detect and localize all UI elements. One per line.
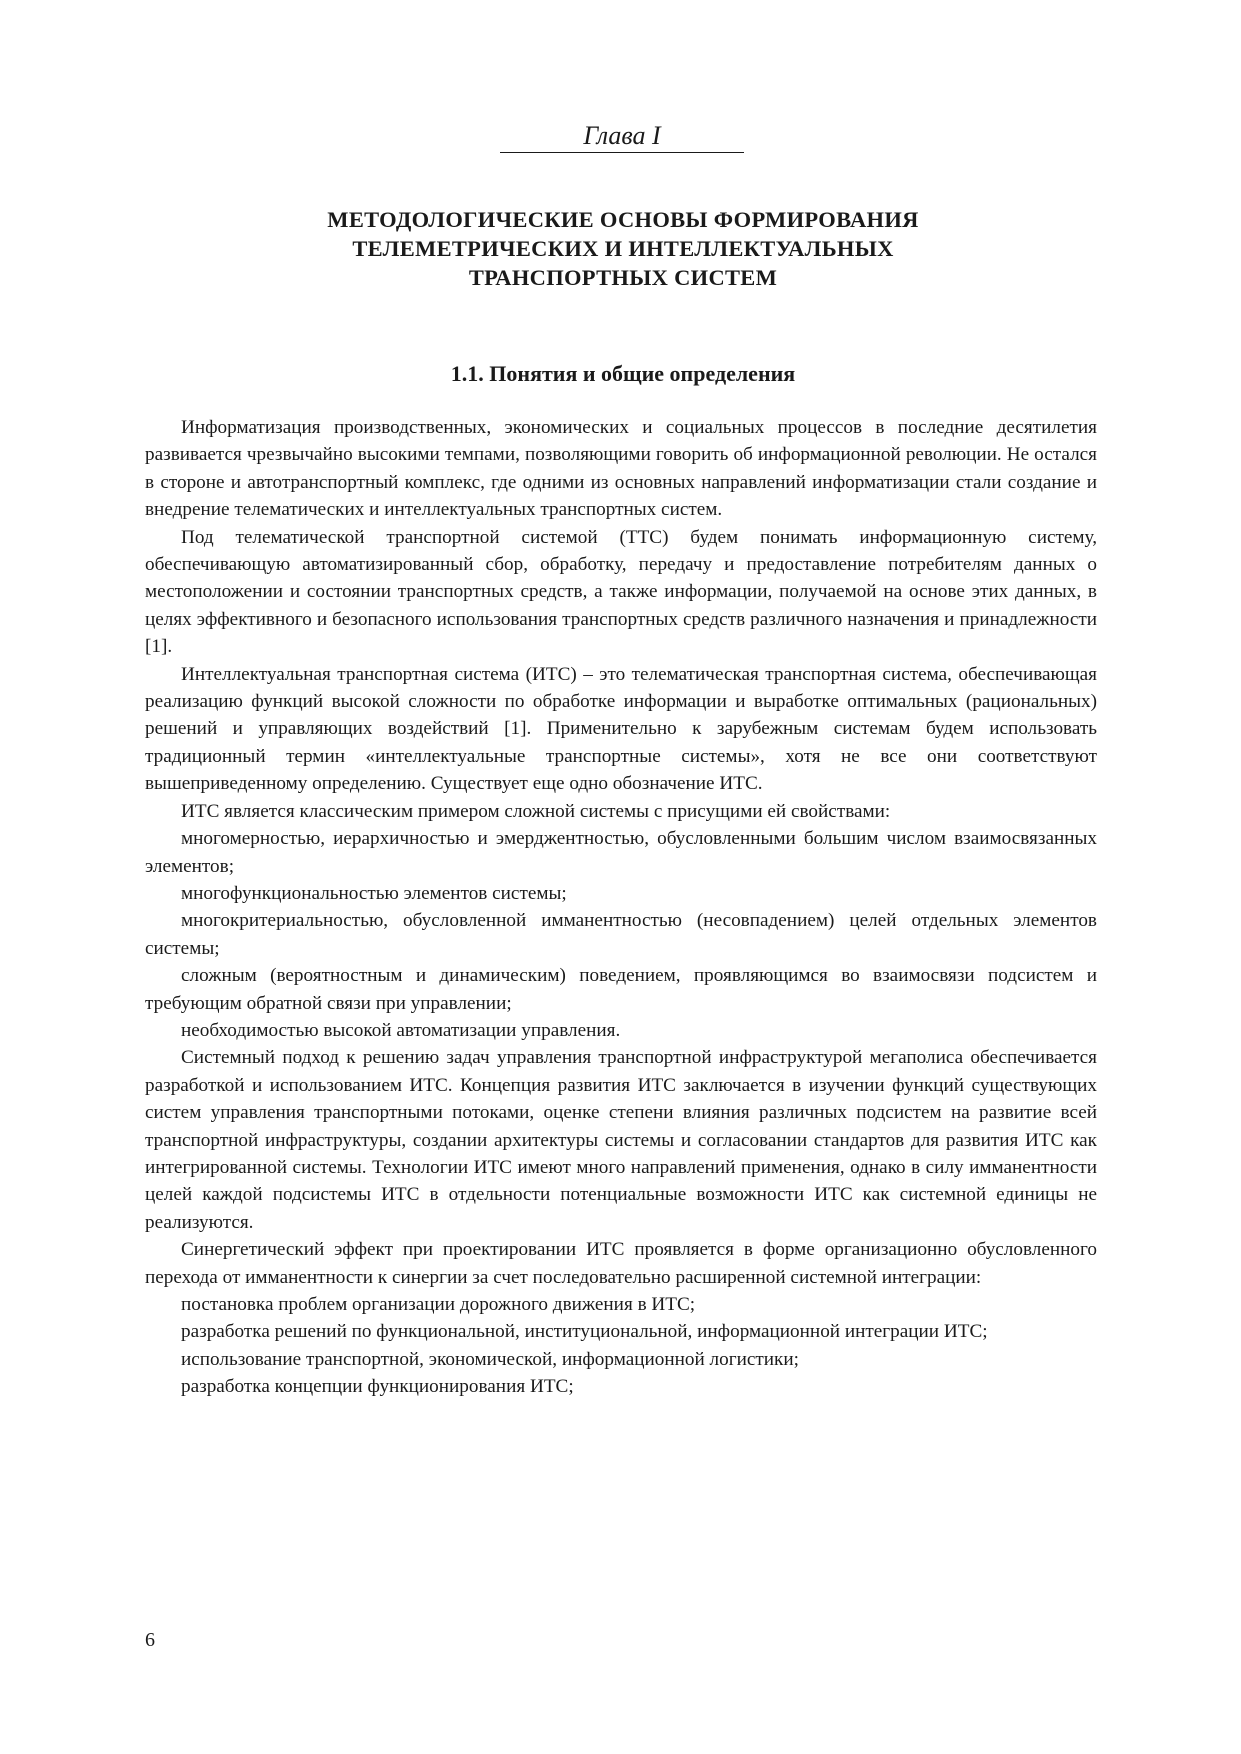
paragraph: Информатизация производственных, экономических и социальных процессов в последние десятилетия развивается чрезвычайно высокими темпами, позволяющими говорить об информационной революции. Не остался в стороне и автотранспортный комплекс, где одними из основных направлений информатизации стали создание и внедрение телематических и интеллектуальных транспортных систем.	[145, 417, 1097, 521]
list-item: необходимостью высокой автоматизации управления.	[181, 1019, 621, 1041]
chapter-title-line: МЕТОДОЛОГИЧЕСКИЕ ОСНОВЫ ФОРМИРОВАНИЯ	[327, 207, 919, 232]
chapter-title	[220, 205, 1026, 292]
chapter-title-line: ТЕЛЕМЕТРИЧЕСКИХ И ИНТЕЛЛЕКТУАЛЬНЫХ	[352, 236, 894, 261]
chapter-underline	[500, 152, 744, 153]
paragraph: ИТС является классическим примером сложной системы с присущими ей свойствами:	[181, 800, 891, 822]
list-item: разработка решений по функциональной, институциональной, информационной интеграции ИТС;	[181, 1321, 988, 1343]
paragraph: Синергетический эффект при проектировании ИТС проявляется в форме организационно обусловленного перехода от имманентности к синергии за счет последовательно расширенной системной интеграции:	[145, 1239, 1097, 1288]
body-text	[145, 414, 1097, 1401]
list-item: многомерностью, иерархичностью и эмерджентностью, обусловленными большим числом взаимосвязанных элементов;	[145, 828, 1097, 877]
list-item: разработка концепции функционирования ИТС;	[181, 1376, 574, 1398]
chapter-label: Глава I	[583, 121, 661, 150]
list-item: сложным (вероятностным и динамическим) поведением, проявляющимся во взаимосвязи подсистем и требующим обратной связи при управлении;	[145, 965, 1097, 1014]
page-number: 6	[145, 1629, 155, 1651]
section-title: 1.1. Понятия и общие определения	[450, 361, 796, 386]
chapter-title-line: ТРАНСПОРТНЫХ СИСТЕМ	[468, 265, 778, 290]
paragraph: Интеллектуальная транспортная система (ИТС) – это телематическая транспортная система, обеспечивающая реализацию функций высокой сложности по обработке информации и выработке оптимальных (рациональных) решений и управляющих воздействий [1]. Применительно к зарубежным системам будем использовать традиционный термин «интеллектуальные транспортные системы», хотя не все они соответствуют вышеприведенному определению. Существует еще одно обозначение ИТС.	[145, 663, 1097, 795]
list-item: многофункциональностью элементов системы;	[181, 882, 567, 904]
list-item: многокритериальностью, обусловленной имманентностью (несовпадением) целей отдельных элементов системы;	[145, 910, 1097, 959]
list-item: постановка проблем организации дорожного движения в ИТС;	[181, 1294, 696, 1315]
paragraph: Системный подход к решению задач управления транспортной инфраструктурой мегаполиса обеспечивается разработкой и использованием ИТС. Концепция развития ИТС заключается в изучении функций существующих систем управления транспортными потоками, оценке степени влияния различных подсистем на развитие всей транспортной инфраструктуры, создании архитектуры системы и согласовании стандартов для развития ИТС как интегрированной системы. Технологии ИТС имеют много направлений применения, однако в силу имманентности целей каждой подсистемы ИТС в отдельности потенциальные возможности ИТС как системной единицы не реализуются.	[145, 1047, 1097, 1233]
list-item: использование транспортной, экономической, информационной логистики;	[181, 1348, 799, 1370]
paragraph: Под телематической транспортной системой (ТТС) будем понимать информационную систему, обеспечивающую автоматизированный сбор, обработку, передачу и предоставление потребителям данных о местоположении и состоянии транспортных средств, а также информации, получаемой на основе этих данных, в целях эффективного и безопасного использования транспортных средств различного назначения и принадлежности [1].	[145, 526, 1097, 658]
